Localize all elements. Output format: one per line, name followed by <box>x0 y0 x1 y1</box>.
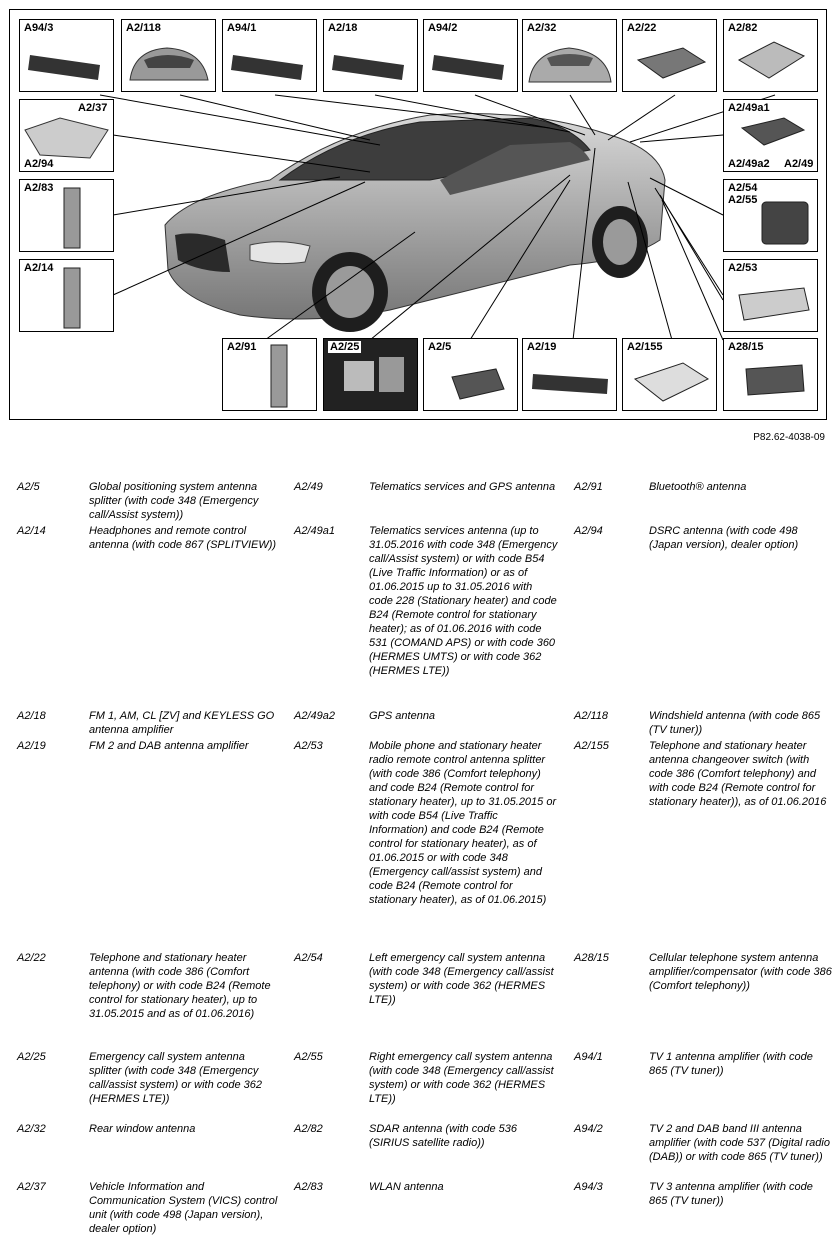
thumb-a2-5: A2/5 <box>423 338 518 411</box>
thumb-a2-82: A2/82 <box>723 19 818 92</box>
thumb-a28-15: A28/15 <box>723 338 818 411</box>
antenna-location-figure <box>9 9 827 420</box>
thumb-a2-25: A2/25 <box>323 338 418 411</box>
thumb-a2-155: A2/155 <box>622 338 717 411</box>
thumb-a94-1: A94/1 <box>222 19 317 92</box>
thumb-a2-37-a2-94: A2/37 A2/94 <box>19 99 114 172</box>
thumb-a2-54-a2-55: A2/54 A2/55 <box>723 179 818 252</box>
thumb-a2-19: A2/19 <box>522 338 617 411</box>
thumb-a2-83: A2/83 <box>19 179 114 252</box>
thumb-a94-2: A94/2 <box>423 19 518 92</box>
thumb-a2-22: A2/22 <box>622 19 717 92</box>
thumb-a94-3: A94/3 <box>19 19 114 92</box>
thumb-a2-118: A2/118 <box>121 19 216 92</box>
thumb-a2-14: A2/14 <box>19 259 114 332</box>
thumb-a2-32: A2/32 <box>522 19 617 92</box>
thumb-a2-49: A2/49a1 A2/49a2 A2/49 <box>723 99 818 172</box>
thumb-a2-53: A2/53 <box>723 259 818 332</box>
thumb-a2-91: A2/91 <box>222 338 317 411</box>
thumb-a2-18: A2/18 <box>323 19 418 92</box>
figure-reference: P82.62-4038-09 <box>753 432 825 443</box>
